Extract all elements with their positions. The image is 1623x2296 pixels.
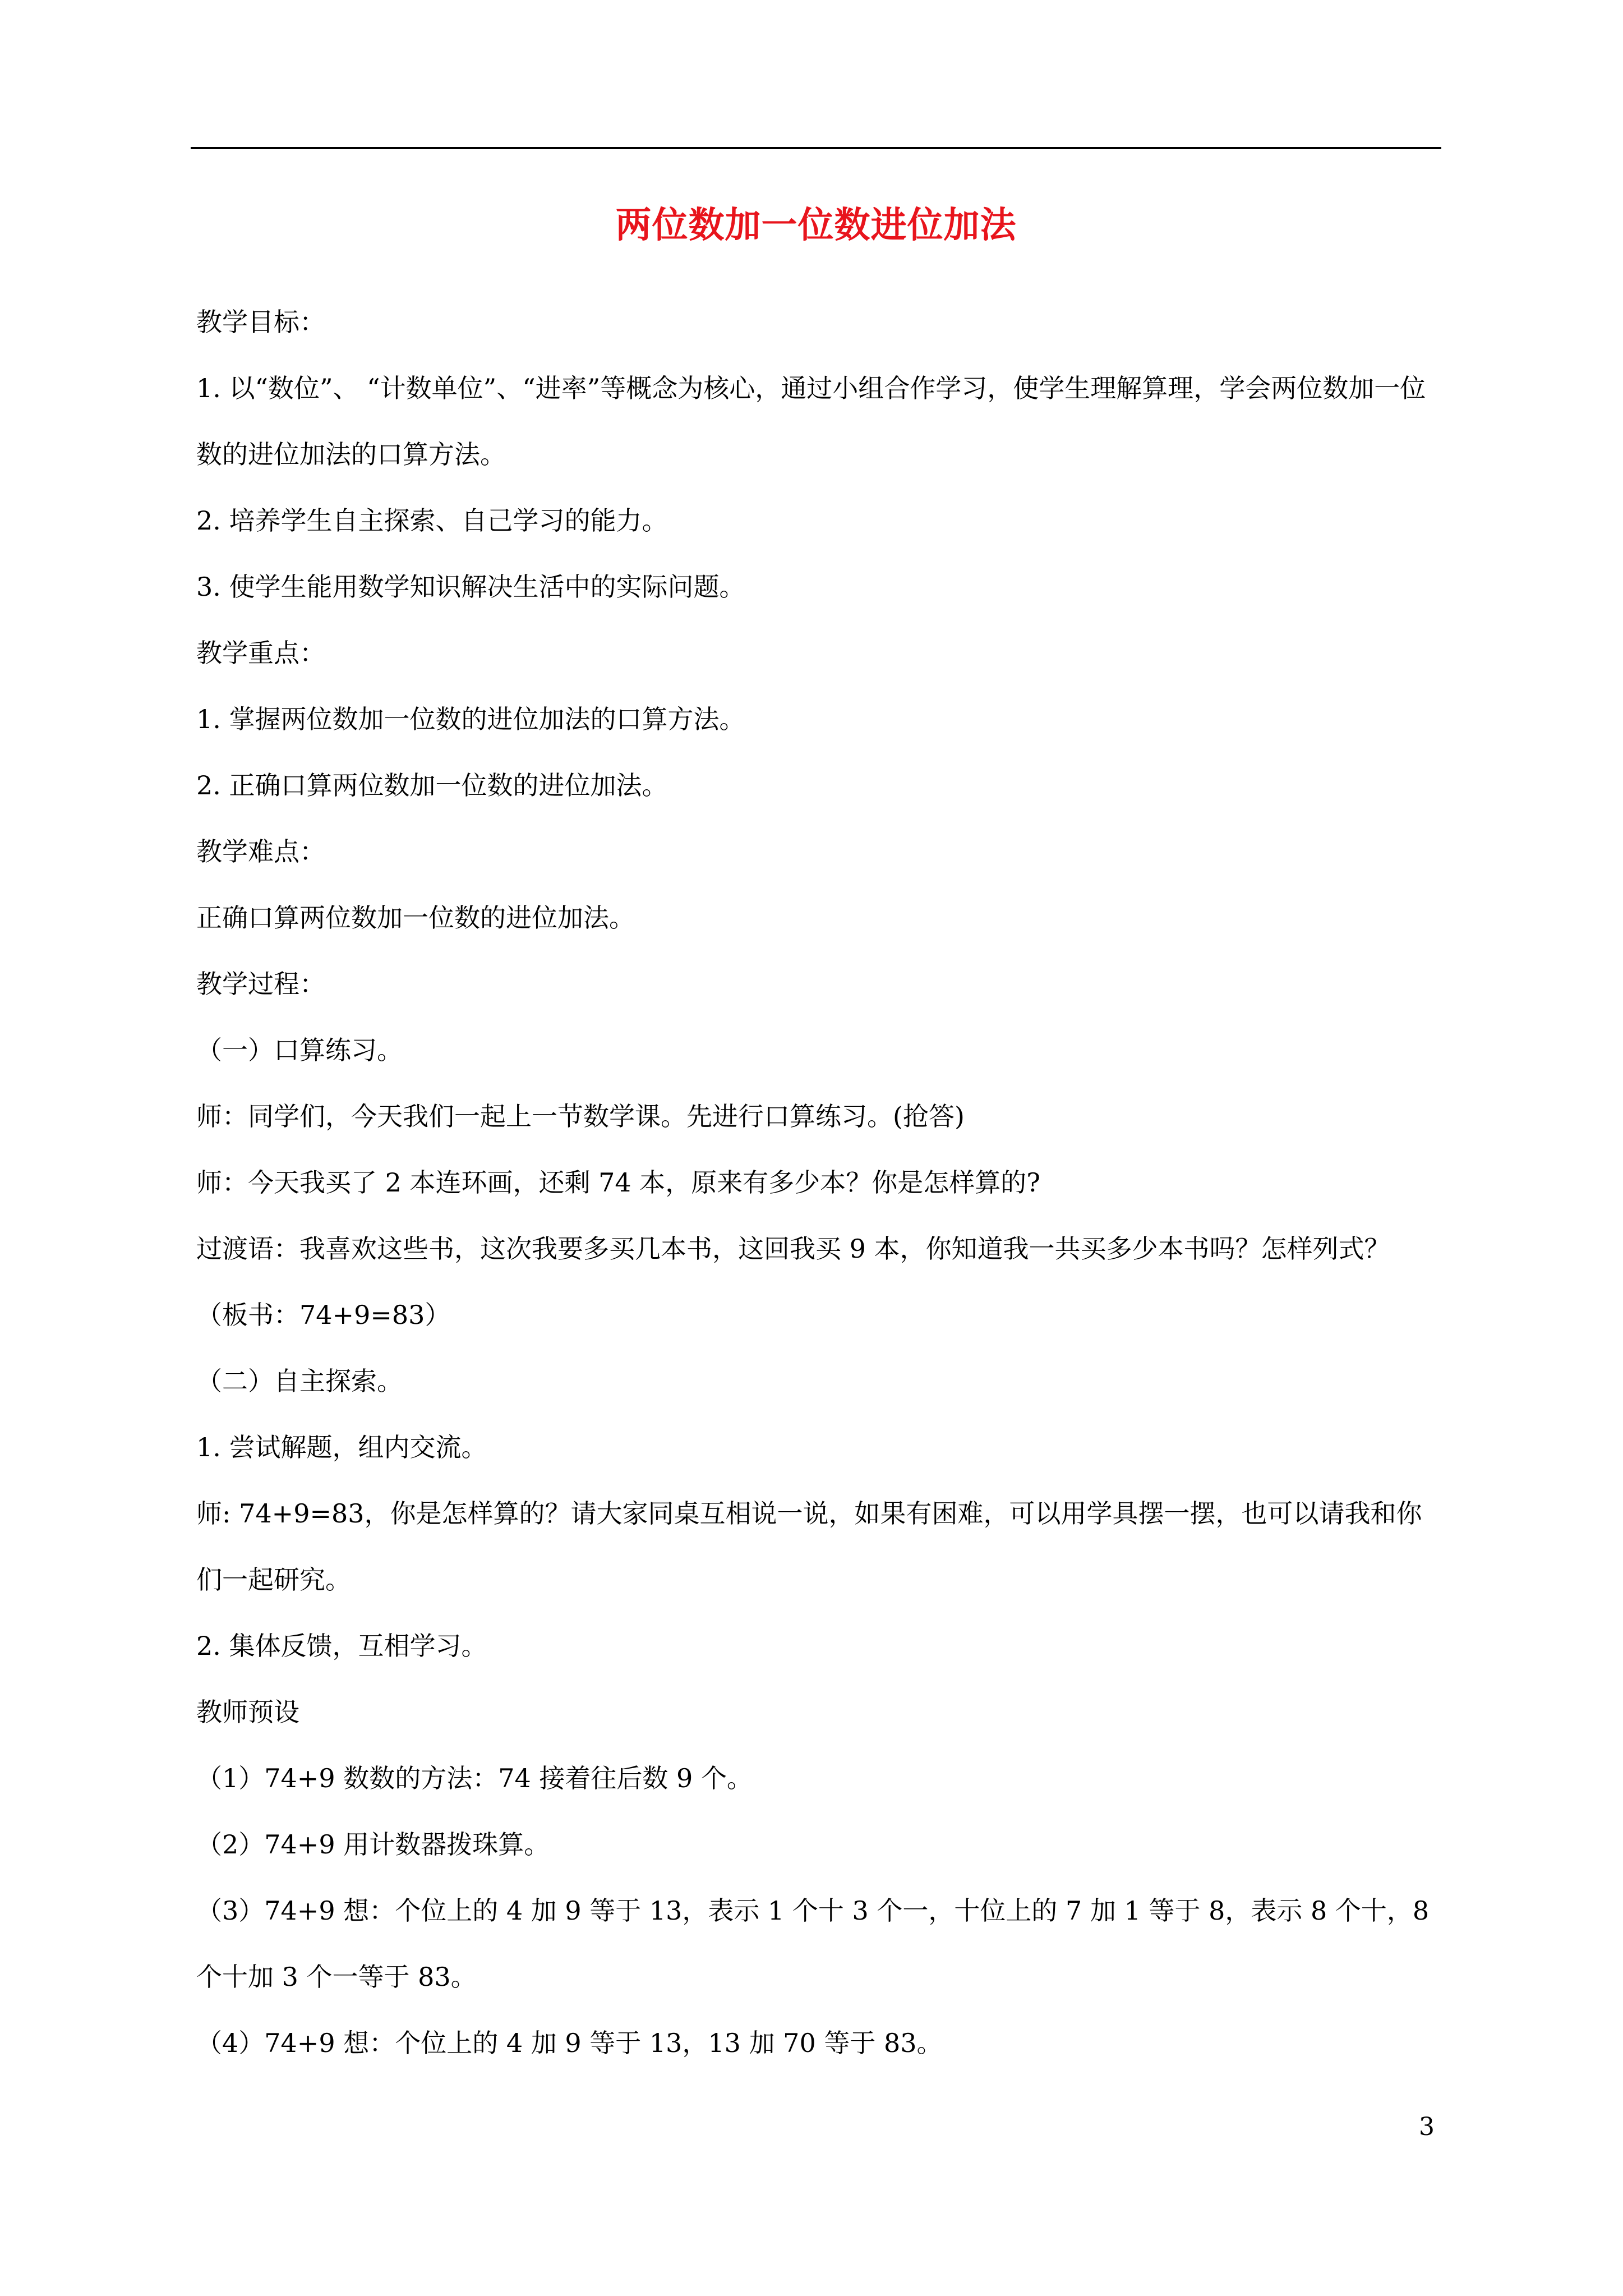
document-body bbox=[196, 289, 1444, 2076]
paragraph-method-1: （1）74+9 数数的方法：74 接着往后数 9 个。 bbox=[196, 1763, 753, 1793]
paragraph-key-point-1: 1. 掌握两位数加一位数的进位加法的口算方法。 bbox=[196, 704, 745, 734]
header-rule bbox=[191, 147, 1441, 149]
section-heading-objectives: 教学目标： bbox=[196, 307, 325, 337]
paragraph-transition: 过渡语：我喜欢这些书，这次我要多买几本书，这回我买 9 本，你知道我一共买多少本书吗？怎样列式？ bbox=[196, 1234, 1390, 1264]
section-heading-difficulties: 教学难点： bbox=[196, 836, 325, 867]
paragraph-teacher-presets: 教师预设 bbox=[196, 1697, 299, 1727]
paragraph-objective-1: 1. 以“数位”、 “计数单位”、“进率”等概念为核心，通过小组合作学习，使学生理解算理，学会两位数加一位数的进位加法的口算方法。 bbox=[196, 373, 1426, 470]
paragraph-teacher-question: 师：今天我买了 2 本连环画，还剩 74 本，原来有多少本？你是怎样算的? bbox=[196, 1167, 1040, 1198]
paragraph-objective-2: 2. 培养学生自主探索、自己学习的能力。 bbox=[196, 505, 668, 536]
page-number: 3 bbox=[1419, 2113, 1435, 2141]
paragraph-board-note: （板书：74+9=83） bbox=[196, 1300, 451, 1330]
subsection-oral-practice: （一）口算练习。 bbox=[196, 1035, 403, 1065]
paragraph-teacher-intro: 师：同学们，今天我们一起上一节数学课。先进行口算练习。(抢答) bbox=[196, 1101, 965, 1131]
paragraph-method-4: （4）74+9 想：个位上的 4 加 9 等于 13，13 加 70 等于 83。 bbox=[196, 2028, 943, 2058]
page-title: 两位数加一位数进位加法 bbox=[615, 204, 1017, 246]
paragraph-step-2: 2. 集体反馈，互相学习。 bbox=[196, 1631, 487, 1661]
paragraph-key-point-2: 2. 正确口算两位数加一位数的进位加法。 bbox=[196, 770, 668, 800]
section-heading-process: 教学过程： bbox=[196, 969, 325, 999]
paragraph-method-3: （3）74+9 想：个位上的 4 加 9 等于 13，表示 1 个十 3 个一，十位上的 7 加 1 等于 8，表示 8 个十，8 个十加 3 个一等于 83。 bbox=[196, 1895, 1430, 1992]
paragraph-method-2: （2）74+9 用计数器拨珠算。 bbox=[196, 1829, 550, 1860]
subsection-self-exploration: （二）自主探索。 bbox=[196, 1366, 403, 1396]
paragraph-objective-3: 3. 使学生能用数学知识解决生活中的实际问题。 bbox=[196, 572, 745, 602]
paragraph-step-1: 1. 尝试解题，组内交流。 bbox=[196, 1432, 487, 1462]
paragraph-teacher-discussion: 师: 74+9=83，你是怎样算的？请大家同桌互相说一说，如果有困难，可以用学具摆一摆，也可以请我和你们一起研究。 bbox=[196, 1498, 1422, 1595]
paragraph-difficulty: 正确口算两位数加一位数的进位加法。 bbox=[196, 903, 635, 933]
section-heading-key-points: 教学重点： bbox=[196, 638, 325, 668]
